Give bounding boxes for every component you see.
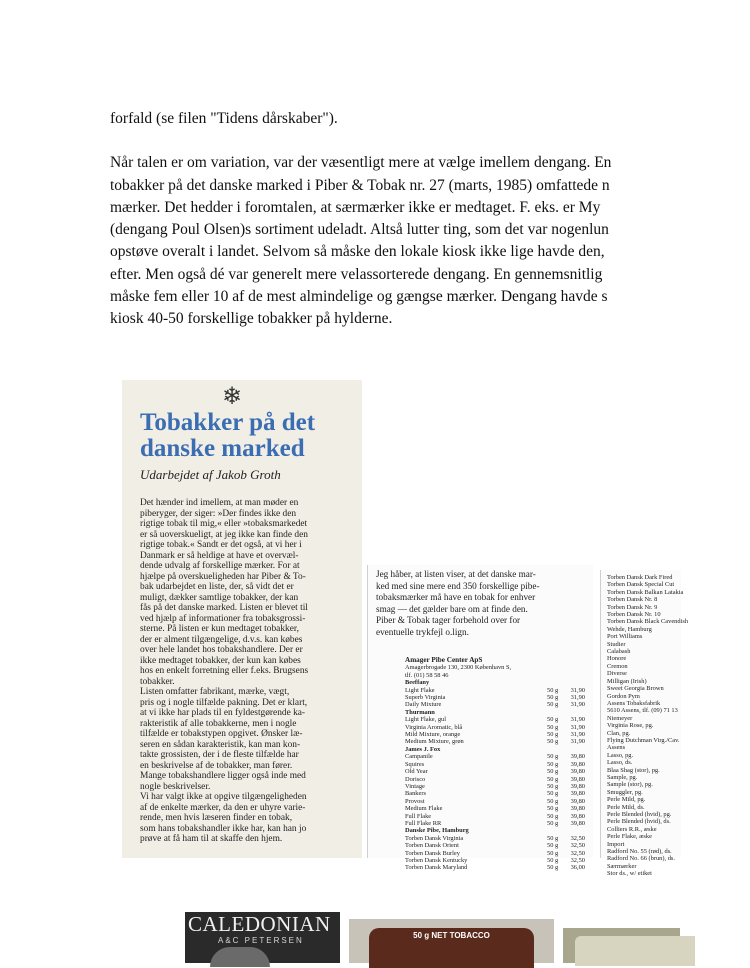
product-amount: 50 g — [547, 731, 559, 739]
text-line: (dengang Poul Olsen)s sortiment udeladt. Altså lutter ting, som det var nogenlun — [110, 221, 609, 239]
product-name: Provost — [405, 797, 425, 805]
product-amount: 50 g — [547, 760, 559, 768]
product-amount: 50 g — [547, 716, 559, 724]
table-row — [405, 842, 585, 849]
article-line: takte grossisten, der i de fleste tilfælde har — [140, 750, 299, 760]
list-item: Milligan (Irish) — [607, 677, 647, 685]
article-line: sterne. På listen er kun medtaget tobakker, — [140, 624, 299, 634]
article-line: hjælpe på overskueligheden har Piber & To- — [140, 571, 306, 582]
text-line: tobakker på det danske marked i Piber & Tobak nr. 27 (marts, 1985) omfattede n — [110, 176, 610, 194]
intro-line: eventuelle trykfejl o.lign. — [376, 626, 469, 637]
article-line: prøve at få ham til at skaffe den hjem. — [140, 834, 283, 844]
list-item: Torben Dansk Dark Fired — [607, 574, 673, 581]
article-line: at vi ikke har plads til en fyldestgørende ka- — [140, 708, 306, 718]
product-name: Torben Dansk Burley — [405, 849, 460, 857]
article-line: pris og i nogle tilfælde pakning. Det er klart, — [140, 697, 308, 708]
product-amount: 50 g — [547, 768, 559, 776]
product-amount: 50 g — [547, 864, 559, 872]
brand-heading: Thurmann — [405, 708, 435, 716]
article-line: rakteristik af alle tobakkerne, men i nogle — [140, 718, 297, 729]
article-title — [140, 410, 315, 462]
product-name: Superb Virginia — [405, 694, 446, 702]
product-amount: 50 g — [547, 797, 559, 805]
article-line: bak udarbejdet en liste, der, så vidt det er — [140, 582, 294, 592]
list-item: Calabash — [607, 648, 631, 656]
list-item: Særmærker — [607, 862, 637, 870]
article-clipping — [122, 380, 362, 858]
tobacco-list-continued — [600, 570, 689, 878]
product-name: Torben Dansk Kentucky — [405, 856, 468, 864]
product-name: Torben Dansk Maryland — [405, 864, 468, 872]
article-line: ikke medtaget tobakker, der kun kan købes — [140, 655, 301, 666]
company-name: Amager Pibe Center ApS — [405, 656, 483, 664]
table-row — [405, 716, 585, 723]
product-price: 31,90 — [570, 701, 585, 709]
list-item: Torben Dansk Nr. 9 — [607, 603, 658, 611]
table-row — [405, 694, 585, 701]
list-item: Perle Flake, æske — [607, 833, 652, 841]
table-row — [405, 790, 585, 797]
brand-heading: Danske Pibe, Hamburg — [405, 827, 469, 835]
company-phone: tlf. (01) 58 58 46 — [405, 671, 449, 679]
product-name: Squires — [405, 760, 425, 768]
product-name: Campanile — [405, 753, 433, 761]
list-item: Torben Dansk Black Cavendish — [607, 618, 689, 626]
product-name: Old Year — [405, 768, 428, 776]
tin-portrait — [210, 947, 270, 967]
list-item: Torben Dansk Nr. 8 — [607, 596, 658, 604]
text-line: opstøve overalt i landet. Selvom så måske den lokale kiosk ikke lige havde den, — [110, 243, 605, 261]
product-price: 32,50 — [570, 842, 585, 850]
article-byline: Udarbejdet af Jakob Groth — [140, 467, 281, 482]
intro-line: ked med sine mere end 350 forskellige pibe- — [376, 580, 540, 591]
article-line: som hans tobakshandler ikke har, kan han jo — [140, 823, 307, 834]
product-amount: 50 g — [547, 701, 559, 709]
list-item: Stor ds., w/ etiket — [607, 870, 652, 878]
product-price: 39,80 — [570, 812, 585, 820]
product-price: 31,90 — [570, 723, 585, 731]
tin-brand: CALEDONIAN — [188, 912, 331, 936]
list-item: Radford No. 66 (brun), ds. — [607, 855, 675, 863]
intro-line: smag — det gælder bare om at finde den. — [376, 603, 528, 614]
article-line: muligt, dækker samtlige tobakker, der kan — [140, 592, 299, 603]
product-amount: 50 g — [547, 812, 559, 820]
article-line: af de enkelte mærker, da den er uhyre varie- — [140, 802, 306, 813]
article-line: tilfælde er tobakstypen opgivet. Ønsker læ- — [140, 729, 303, 739]
list-item: Niemeyer — [607, 714, 633, 722]
list-item: Perle Mild, ds. — [607, 803, 645, 811]
article-line: tobakker. — [140, 676, 175, 687]
intro-line: tobaksmærker må have en tobak for enhver — [376, 592, 536, 602]
list-item: Perle Blended (hvid), pg. — [607, 811, 672, 818]
list-item: Perle Mild, pg. — [607, 796, 646, 804]
list-item: 5610 Assens, tlf. (09) 71 13 — [607, 707, 678, 715]
tin-label: 50 g NET TOBACCO — [413, 931, 490, 940]
list-item: Sample (stor), pg. — [607, 781, 653, 789]
table-row — [405, 753, 585, 760]
product-name: Full Flake — [405, 812, 432, 820]
list-item: Torben Dansk Special Cut — [607, 581, 675, 589]
product-price: 39,80 — [570, 805, 585, 813]
table-row — [405, 798, 585, 805]
article-line: en beskrivelse af de tobakker, man fører. — [140, 760, 293, 771]
list-item: Assens Tobaksfabrik — [607, 699, 661, 707]
list-item: Sweet Georgia Brown — [607, 685, 664, 693]
product-amount: 50 g — [547, 686, 559, 694]
product-price: 31,90 — [570, 694, 585, 702]
tobacco-tin-photo-2 — [563, 928, 680, 963]
table-row — [405, 805, 585, 812]
text-line: forfald (se filen "Tidens dårskaber"). — [110, 110, 338, 127]
product-amount: 50 g — [547, 842, 559, 850]
list-item: Sample, pg. — [607, 773, 638, 781]
caledonian-tin-photo — [185, 912, 340, 963]
tin-lid — [575, 936, 695, 966]
product-amount: 50 g — [547, 805, 559, 813]
article-line: hos en enkelt forretning eller f.eks. Brugsens — [140, 666, 309, 676]
list-item: Flying Dutchman Virg./Cav. — [607, 736, 680, 744]
article-line: ved hjælp af informationer fra tobaksgrossi- — [140, 613, 306, 624]
product-price: 39,80 — [570, 775, 585, 783]
product-name: Light Flake — [405, 686, 435, 694]
article-line: nogle beskrivelser. — [140, 781, 211, 792]
article-line: Listen omfatter fabrikant, mærke, vægt, — [140, 687, 290, 697]
list-intro — [376, 569, 540, 638]
product-name: Light Flake, gul — [405, 716, 447, 724]
article-line: dende udvalg af forskellige mærker. For at — [140, 561, 300, 571]
article-line: over hele landet hos tobakshandlere. Der er — [140, 645, 303, 655]
list-item: Blaa Shag (stor), pg. — [607, 766, 660, 774]
list-item: Studier — [607, 640, 626, 648]
product-amount: 50 g — [547, 775, 559, 783]
product-amount: 50 g — [547, 856, 559, 864]
paragraph-1 — [110, 108, 750, 130]
text-line: kiosk 40-50 forskellige tobakker på hylderne. — [110, 310, 393, 328]
list-item: Import — [607, 840, 625, 848]
text-line: Når talen er om variation, var der væsentligt mere at vælge imellem dengang. En — [110, 154, 612, 172]
table-row — [405, 738, 585, 745]
product-name: Torben Dansk Orient — [405, 842, 459, 850]
list-item: Diverse — [607, 670, 627, 678]
company-address: Amagerbrogade 130, 2300 København S, — [405, 664, 512, 672]
table-row — [405, 687, 585, 694]
list-item: Perle Blended (hvid), ds. — [607, 818, 671, 826]
article-line: Mange tobakshandlere ligger også inde med — [140, 771, 306, 781]
product-name: Medium Mixture, grøn — [405, 738, 464, 746]
product-amount: 50 g — [547, 834, 559, 842]
title-line: danske marked — [140, 435, 305, 462]
product-name: Vintage — [405, 782, 425, 790]
article-line: rigtige tobak.« Sandt er det også, at vi her i — [140, 540, 302, 550]
paragraph-2 — [110, 152, 750, 330]
product-price: 39,80 — [570, 819, 585, 827]
article-line: rende, men hvis læseren finder en tobak, — [140, 813, 293, 823]
list-item: Wehde, Hamburg — [607, 625, 652, 633]
article-line: Det hænder ind imellem, at man møder en — [140, 498, 299, 508]
table-row — [405, 850, 585, 857]
table-row — [405, 776, 585, 783]
product-price: 36,00 — [570, 864, 585, 872]
product-price: 39,80 — [570, 790, 585, 798]
list-item: Smuggler, pg. — [607, 788, 643, 796]
product-amount: 50 g — [547, 819, 559, 827]
text-line: måske fem eller 10 af de mest almindelige og gængse mærker. Dengang havde s — [110, 288, 608, 306]
table-row — [405, 820, 585, 827]
list-item: Assens — [607, 744, 626, 752]
list-item: Colliers R.R., æske — [607, 825, 657, 833]
product-price: 31,90 — [570, 716, 585, 724]
product-name: Virginia Aromatic, blå — [405, 723, 463, 731]
product-price: 39,80 — [570, 753, 585, 761]
snowflake-icon: ❄ — [222, 384, 243, 410]
table-row — [405, 864, 585, 871]
article-line: Vi har valgt ikke at opgive tilgængeligheden — [140, 792, 307, 802]
product-name: Full Flake RR — [405, 819, 442, 827]
tobacco-list — [405, 657, 585, 872]
tobacco-list-clipping — [367, 565, 593, 872]
list-item: Honore — [607, 655, 627, 663]
table-row — [405, 835, 585, 842]
product-name: Mild Mixture, orange — [405, 731, 461, 739]
text-line: mærker. Det hedder i foromtalen, at særmærker ikke er medtaget. F. eks. er My — [110, 198, 601, 216]
table-row — [405, 783, 585, 790]
product-price: 39,80 — [570, 768, 585, 776]
product-name: Torben Dansk Virginia — [405, 834, 464, 842]
product-price: 32,50 — [570, 834, 585, 842]
article-line: rigtige tobak til mig,« eller »tobaksmarkedet — [140, 519, 308, 529]
intro-line: Jeg håber, at listen viser, at det danske mar- — [376, 569, 536, 579]
list-item: Virginia Rose, pg. — [607, 722, 654, 730]
article-line: der er alment tilgængelige, d.v.s. kan købes — [140, 634, 303, 645]
product-amount: 50 g — [547, 782, 559, 790]
product-price: 32,50 — [570, 856, 585, 864]
article-line: er så uoverskueligt, at jeg ikke kan finde den — [140, 529, 308, 540]
list-item: Lasso, pg. — [607, 751, 634, 759]
text-line: efter. Men også dé var generelt mere velassorterede dengang. En gennemsnitlig — [110, 265, 603, 283]
product-amount: 50 g — [547, 694, 559, 702]
title-line: Tobakker på det — [140, 409, 316, 436]
table-row — [405, 813, 585, 820]
product-price: 31,90 — [570, 686, 585, 694]
product-price: 39,80 — [570, 782, 585, 790]
product-amount: 50 g — [547, 738, 559, 746]
article-line: fås på det danske marked. Listen er blevet til — [140, 603, 308, 613]
intro-line: Piber & Tobak tager forbehold over for — [376, 615, 521, 625]
table-row — [405, 701, 585, 708]
product-amount: 50 g — [547, 723, 559, 731]
product-amount: 50 g — [547, 753, 559, 761]
list-item: Torben Dansk Nr. 10 — [607, 611, 661, 619]
list-item: Clan, pg. — [607, 729, 631, 737]
article-line: seren en sådan karakteristik, kan man kon- — [140, 739, 301, 750]
table-row — [405, 731, 585, 738]
list-item: Gordon Pym — [607, 692, 640, 700]
product-name: Bankers — [405, 790, 426, 798]
brand-heading: Beeffany — [405, 679, 430, 687]
product-price: 32,50 — [570, 849, 585, 857]
list-item: Cremon — [607, 662, 628, 670]
product-name: Dorisco — [405, 775, 426, 783]
product-amount: 50 g — [547, 790, 559, 798]
list-item: Radford No. 55 (rød), ds. — [607, 848, 672, 856]
tobacco-list-right — [607, 574, 727, 878]
document-text — [110, 108, 750, 353]
table-row — [405, 761, 585, 768]
product-name: Medium Flake — [405, 805, 443, 813]
brand-heading: James J. Fox — [405, 745, 441, 753]
product-price: 31,90 — [570, 738, 585, 746]
list-item: Port Williams — [607, 633, 643, 641]
product-price: 31,90 — [570, 731, 585, 739]
article-line: piberyger, der siger: »Der findes ikke den — [140, 508, 297, 519]
list-item: Torben Dansk Balkan Latakia — [607, 588, 684, 596]
list-item: Lasso, ds. — [607, 759, 633, 767]
product-price: 39,80 — [570, 760, 585, 768]
table-row — [405, 724, 585, 731]
product-amount: 50 g — [547, 849, 559, 857]
table-row — [405, 768, 585, 775]
article-body — [140, 498, 362, 845]
product-name: Daily Mixture — [405, 701, 442, 709]
tobacco-tin-photo — [349, 919, 554, 963]
article-line: Danmark er så heldige at have et overvæl- — [140, 550, 299, 561]
tin-maker: A&C PETERSEN — [218, 936, 304, 945]
table-row — [405, 857, 585, 864]
product-price: 39,80 — [570, 797, 585, 805]
